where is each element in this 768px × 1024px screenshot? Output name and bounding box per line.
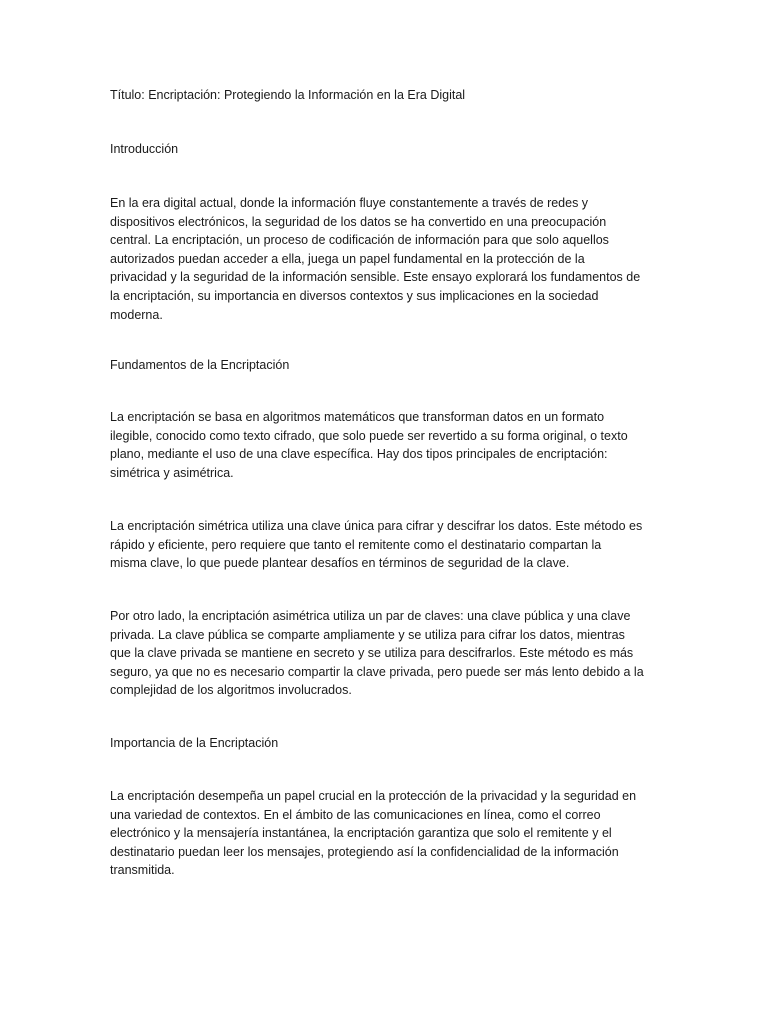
paragraph-line: transmitida.	[110, 863, 175, 878]
paragraph-importancia	[110, 787, 670, 880]
paragraph-simetrica	[110, 517, 670, 573]
paragraph-line: privada. La clave pública se comparte ampliamente y se utiliza para cifrar los datos, mientras	[110, 627, 625, 642]
paragraph-asimetrica	[110, 607, 670, 700]
paragraph-line: misma clave, lo que puede plantear desafíos en términos de seguridad de la clave.	[110, 556, 570, 571]
section-heading-introduccion: Introducción	[110, 142, 179, 156]
paragraph-line: una variedad de contextos. En el ámbito de las comunicaciones en línea, como el correo	[110, 807, 601, 822]
paragraph-line: dispositivos electrónicos, la seguridad de los datos se ha convertido en una preocupación	[110, 214, 607, 229]
paragraph-line: rápido y eficiente, pero requiere que tanto el remitente como el destinatario compartan la	[110, 537, 602, 552]
paragraph-line: simétrica y asimétrica.	[110, 465, 234, 480]
paragraph-line: La encriptación simétrica utiliza una clave única para cifrar y descifrar los datos. Este método es	[110, 519, 643, 533]
paragraph-line: privacidad y la seguridad de la información sensible. Este ensayo explorará los fundamentos de	[110, 270, 641, 285]
paragraph-line: electrónico y la mensajería instantánea, la encriptación garantiza que solo el remitente y el	[110, 826, 612, 841]
paragraph-line: En la era digital actual, donde la información fluye constantemente a través de redes y	[110, 196, 589, 210]
paragraph-line: complejidad de los algoritmos involucrados.	[110, 683, 352, 698]
section-heading-fundamentos: Fundamentos de la Encriptación	[110, 358, 290, 372]
paragraph-line: que la clave privada se mantiene en secreto y se utiliza para descifrarlos. Este método es más	[110, 646, 634, 661]
paragraph-line: plano, mediante el uso de una clave específica. Hay dos tipos principales de encriptación:	[110, 447, 608, 462]
paragraph-line: seguro, ya que no es necesario compartir la clave privada, pero puede ser más lento debido a la	[110, 664, 644, 679]
paragraph-line: moderna.	[110, 307, 163, 322]
paragraph-line: autorizados puedan acceder a ella, juega un papel fundamental en la protección de la	[110, 251, 585, 266]
paragraph-line: ilegible, conocido como texto cifrado, que solo puede ser revertido a su forma original, o texto	[110, 428, 628, 443]
paragraph-line: central. La encriptación, un proceso de codificación de información para que solo aquellos	[110, 233, 609, 248]
paragraph-line: La encriptación se basa en algoritmos matemáticos que transforman datos en un formato	[110, 410, 605, 424]
paragraph-fundamentos-1	[110, 408, 670, 482]
document-title: Título: Encriptación: Protegiendo la Información en la Era Digital	[110, 88, 466, 102]
paragraph-line: la encriptación, su importancia en diversos contextos y sus implicaciones en la sociedad	[110, 288, 599, 303]
paragraph-line: destinatario puedan leer los mensajes, protegiendo así la confidencialidad de la información	[110, 844, 619, 859]
paragraph-line: Por otro lado, la encriptación asimétrica utiliza un par de claves: una clave pública y una clave	[110, 609, 631, 623]
paragraph-line: La encriptación desempeña un papel crucial en la protección de la privacidad y la seguridad en	[110, 789, 637, 803]
section-heading-importancia: Importancia de la Encriptación	[110, 736, 279, 750]
paragraph-introduccion	[110, 194, 670, 324]
